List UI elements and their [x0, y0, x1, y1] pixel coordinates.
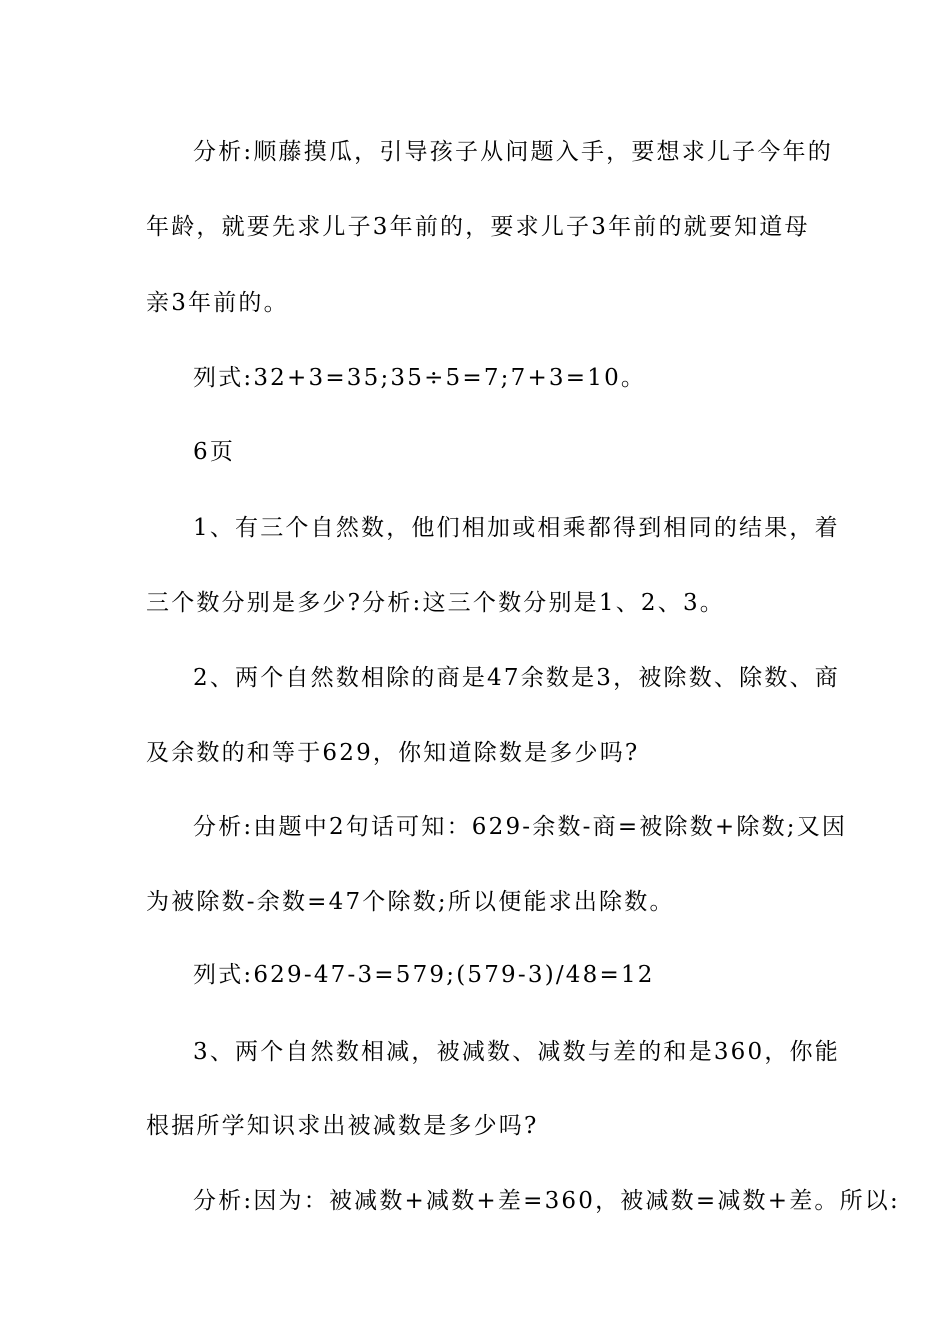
- text-line-12: 列式:629-47-3=579;(579-3)/48=12: [193, 962, 655, 988]
- text-line-1: 分析:顺藤摸瓜，引导孩子从问题入手，要想求儿子今年的: [193, 139, 833, 165]
- text-line-15: 分析:因为：被减数+减数+差=360，被减数=减数+差。所以:: [193, 1188, 900, 1214]
- text-line-14: 根据所学知识求出被减数是多少吗?: [146, 1113, 539, 1139]
- text-line-7: 三个数分别是多少?分析:这三个数分别是1、2、3。: [146, 590, 725, 616]
- text-line-8: 2、两个自然数相除的商是47余数是3，被除数、除数、商: [193, 665, 840, 691]
- text-line-13: 3、两个自然数相减，被减数、减数与差的和是360，你能: [193, 1039, 840, 1065]
- text-line-4: 列式:32+3=35;35÷5=7;7+3=10。: [193, 365, 647, 391]
- text-line-2: 年龄，就要先求儿子3年前的，要求儿子3年前的就要知道母: [146, 214, 810, 240]
- text-line-3: 亲3年前的。: [146, 290, 289, 316]
- text-line-6: 1、有三个自然数，他们相加或相乘都得到相同的结果，着: [193, 515, 840, 541]
- text-line-11: 为被除数-余数=47个除数;所以便能求出除数。: [146, 889, 675, 915]
- text-line-10: 分析:由题中2句话可知：629-余数-商=被除数+除数;又因: [193, 814, 848, 840]
- page-number-label: 6页: [193, 439, 236, 465]
- text-line-9: 及余数的和等于629，你知道除数是多少吗?: [146, 740, 640, 766]
